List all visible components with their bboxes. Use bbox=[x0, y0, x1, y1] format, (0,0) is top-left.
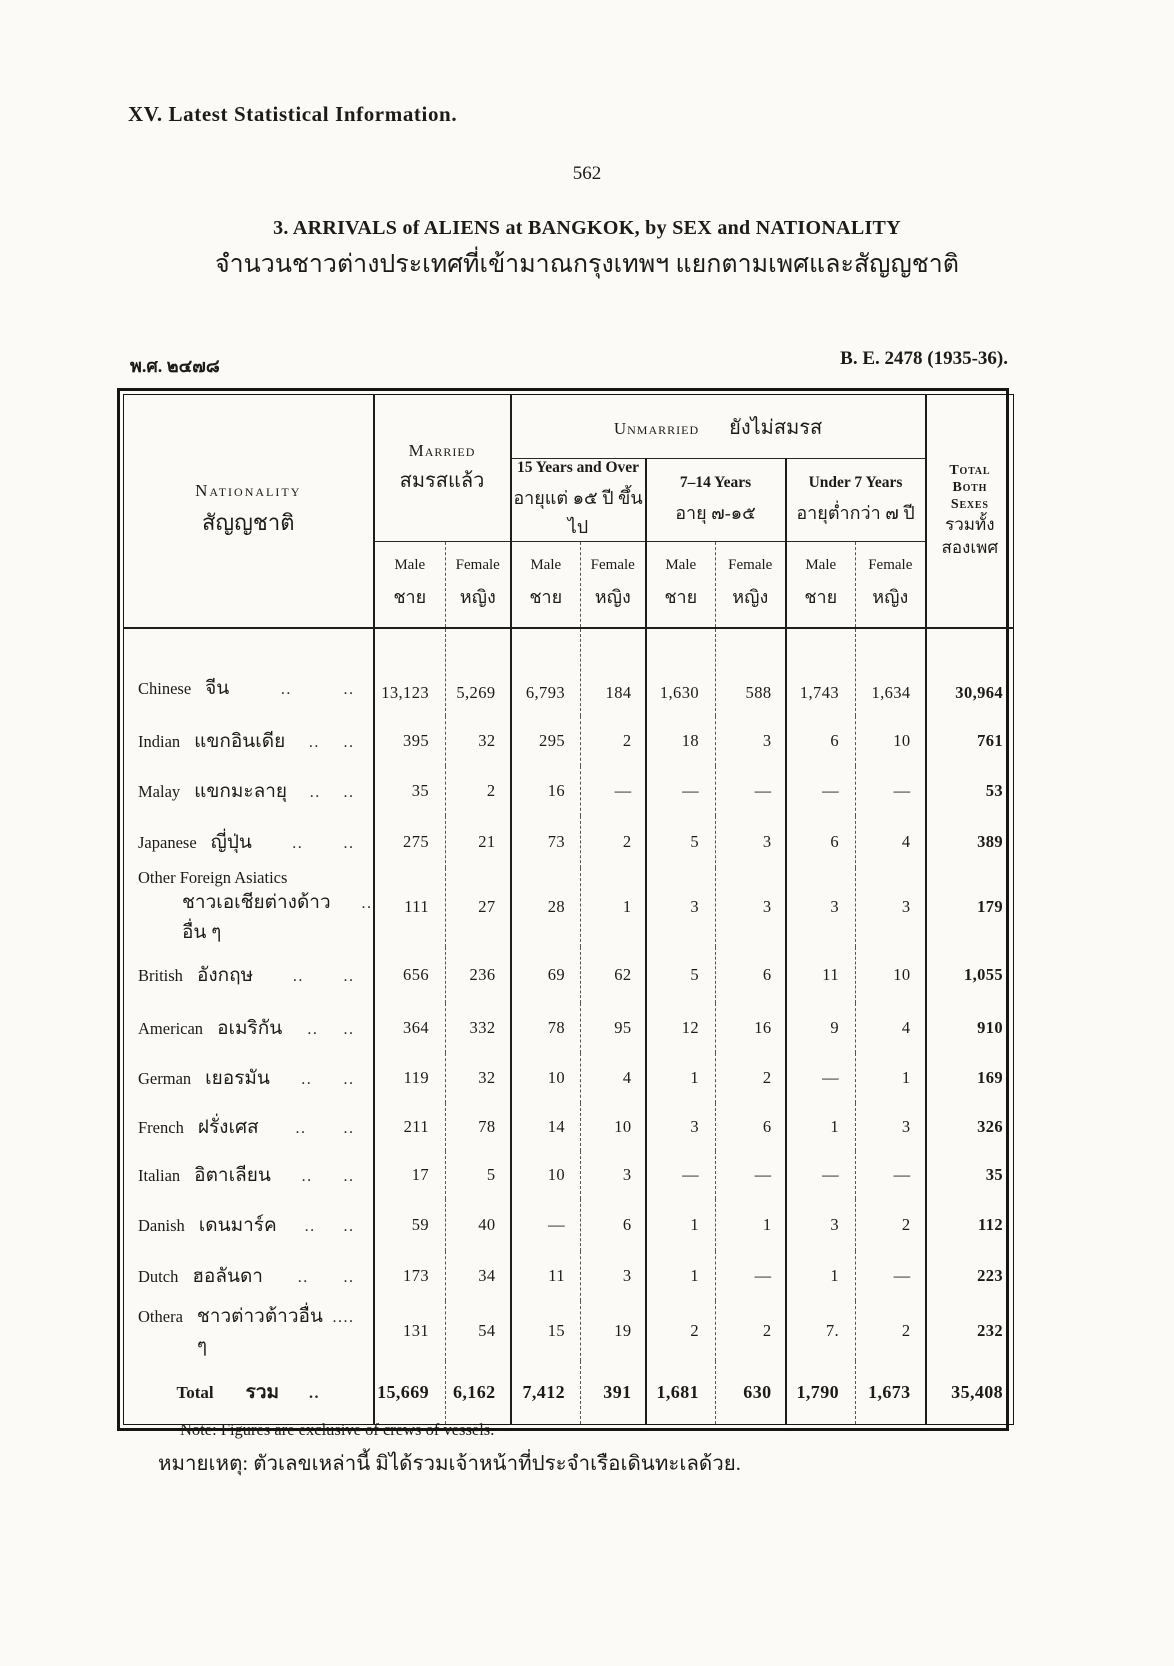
header-male-under7: Male ชาย bbox=[786, 542, 856, 628]
header-married-th: สมรสแล้ว bbox=[399, 469, 485, 492]
value-cell: 10 bbox=[856, 947, 926, 1003]
value-cell: 21 bbox=[446, 816, 511, 868]
total-value-cell: 630 bbox=[716, 1361, 786, 1425]
value-cell: 119 bbox=[374, 1053, 446, 1103]
row-total-cell: 35 bbox=[985, 1164, 1004, 1184]
header-unmarried-en: Unmarried bbox=[613, 418, 700, 438]
value-cell: 28 bbox=[511, 868, 581, 947]
row-total-cell: 112 bbox=[978, 1214, 1004, 1234]
note-english: Note: Figures are exclusive of crews of vessels. bbox=[180, 1420, 495, 1439]
nationality-cell: Othera ชาวต่าวต้าวอื่น ๆ .. .. bbox=[124, 1301, 374, 1361]
table-row bbox=[124, 1151, 1014, 1199]
value-cell: 395 bbox=[374, 716, 446, 766]
nationality-cell: Chinese จีน .. .. bbox=[124, 628, 374, 716]
value-cell: 17 bbox=[374, 1151, 446, 1199]
value-cell: 62 bbox=[581, 947, 646, 1003]
row-total-cell: 389 bbox=[977, 831, 1004, 851]
value-cell: 3 bbox=[716, 716, 786, 766]
header-female-under7: Female หญิง bbox=[856, 542, 926, 628]
nationality-cell: German เยอรมัน .. .. bbox=[124, 1053, 374, 1103]
value-cell: — bbox=[716, 1151, 786, 1199]
header-group1-th: อายุแต่ ๑๕ ปี ขึ้นไป bbox=[513, 488, 643, 537]
grand-total-cell: 35,408 bbox=[951, 1381, 1004, 1402]
header-group2-en: 7–14 Years bbox=[679, 473, 752, 491]
nationality-cell: Italian อิตาเลียน .. .. bbox=[124, 1151, 374, 1199]
value-cell: 1 bbox=[786, 1103, 856, 1151]
value-cell: — bbox=[856, 1251, 926, 1301]
value-cell: 5 bbox=[446, 1151, 511, 1199]
value-cell: 4 bbox=[581, 1053, 646, 1103]
value-cell: 6,793 bbox=[511, 628, 581, 716]
total-label-th: รวม bbox=[245, 1382, 280, 1404]
total-value-cell: 15,669 bbox=[374, 1361, 446, 1425]
value-cell: 19 bbox=[581, 1301, 646, 1361]
header-unmarried-th: ยังไม่สมรส bbox=[729, 416, 823, 439]
value-cell: 1 bbox=[646, 1199, 716, 1251]
header-nationality bbox=[124, 395, 374, 628]
value-cell: 15 bbox=[511, 1301, 581, 1361]
total-label-cell bbox=[124, 1361, 374, 1425]
value-cell: 2 bbox=[856, 1301, 926, 1361]
value-cell: 78 bbox=[446, 1103, 511, 1151]
value-cell: 9 bbox=[786, 1003, 856, 1053]
value-cell: 10 bbox=[511, 1053, 581, 1103]
value-cell: — bbox=[786, 1053, 856, 1103]
value-cell: 3 bbox=[646, 1103, 716, 1151]
table-row bbox=[124, 868, 1014, 947]
total-value-cell: 1,681 bbox=[646, 1361, 716, 1425]
total-label-en: Total bbox=[176, 1383, 214, 1403]
header-group1-en: 15 Years and Over bbox=[516, 459, 640, 476]
total-value-cell: 391 bbox=[581, 1361, 646, 1425]
value-cell: 6 bbox=[716, 1103, 786, 1151]
value-cell: 54 bbox=[446, 1301, 511, 1361]
section-header: XV. Latest Statistical Information. bbox=[128, 102, 458, 126]
value-cell: 32 bbox=[446, 1053, 511, 1103]
value-cell: 2 bbox=[581, 716, 646, 766]
value-cell: 11 bbox=[786, 947, 856, 1003]
header-female-7-14: Female หญิง bbox=[716, 542, 786, 628]
table-row bbox=[124, 1199, 1014, 1251]
table-footer bbox=[124, 1361, 1014, 1425]
value-cell: 3 bbox=[581, 1251, 646, 1301]
value-cell: 111 bbox=[374, 868, 446, 947]
nationality-cell: American อเมริกัน .. .. bbox=[124, 1003, 374, 1053]
table-row bbox=[124, 766, 1014, 816]
nationality-cell: French ฝรั่งเศส .. .. bbox=[124, 1103, 374, 1151]
value-cell: 184 bbox=[581, 628, 646, 716]
header-total-both-sexes bbox=[926, 395, 1014, 628]
value-cell: 275 bbox=[374, 816, 446, 868]
value-cell: 5 bbox=[646, 816, 716, 868]
value-cell: 3 bbox=[856, 1103, 926, 1151]
table-row bbox=[124, 716, 1014, 766]
table-row bbox=[124, 1003, 1014, 1053]
value-cell: 173 bbox=[374, 1251, 446, 1301]
header-group-15-and-over bbox=[511, 459, 646, 542]
table-row bbox=[124, 1103, 1014, 1151]
arrivals-table bbox=[123, 394, 1014, 1425]
header-total-line3: Sexes bbox=[950, 497, 989, 513]
row-total-cell: 169 bbox=[977, 1067, 1004, 1087]
buddhist-year-thai: พ.ศ. ๒๔๗๘ bbox=[130, 356, 220, 376]
nationality-cell: Danish เดนมาร์ค .. .. bbox=[124, 1199, 374, 1251]
header-group2-th: อายุ ๗-๑๕ bbox=[675, 502, 756, 523]
value-cell: 6 bbox=[581, 1199, 646, 1251]
value-cell: 73 bbox=[511, 816, 581, 868]
row-total-cell: 910 bbox=[977, 1017, 1004, 1037]
table-row bbox=[124, 1301, 1014, 1361]
value-cell: 10 bbox=[856, 716, 926, 766]
value-cell: 3 bbox=[786, 1199, 856, 1251]
value-cell: 3 bbox=[716, 868, 786, 947]
value-cell: — bbox=[716, 766, 786, 816]
leader-dots: .. bbox=[309, 1385, 321, 1403]
value-cell: 332 bbox=[446, 1003, 511, 1053]
row-total-cell: 30,964 bbox=[955, 682, 1004, 702]
value-cell: 2 bbox=[856, 1199, 926, 1251]
header-total-line1: Total bbox=[949, 463, 991, 479]
value-cell: 2 bbox=[581, 816, 646, 868]
header-nationality-en: Nationality bbox=[195, 481, 302, 501]
nationality-cell: Other Foreign Asiatics ชาวเอเชียต่างด้าวอื่น ๆ .. bbox=[124, 868, 374, 947]
value-cell: 1 bbox=[716, 1199, 786, 1251]
value-cell: 6 bbox=[716, 947, 786, 1003]
value-cell: 2 bbox=[646, 1301, 716, 1361]
value-cell: 7. bbox=[786, 1301, 856, 1361]
row-total-cell: 53 bbox=[985, 780, 1004, 800]
total-value-cell: 6,162 bbox=[446, 1361, 511, 1425]
value-cell: 16 bbox=[511, 766, 581, 816]
nationality-cell: Japanese ญี่ปุ่น .. .. bbox=[124, 816, 374, 868]
value-cell: 588 bbox=[716, 628, 786, 716]
value-cell: 78 bbox=[511, 1003, 581, 1053]
table-body bbox=[124, 628, 1014, 1361]
header-total-line2: Both bbox=[952, 480, 988, 496]
value-cell: 1,634 bbox=[856, 628, 926, 716]
value-cell: 1 bbox=[786, 1251, 856, 1301]
value-cell: 95 bbox=[581, 1003, 646, 1053]
value-cell: — bbox=[646, 766, 716, 816]
header-total-line4: รวมทั้ง bbox=[945, 515, 995, 535]
value-cell: 18 bbox=[646, 716, 716, 766]
header-female-married: Female หญิง bbox=[446, 542, 511, 628]
header-group-7-14 bbox=[646, 459, 786, 542]
value-cell: 5,269 bbox=[446, 628, 511, 716]
table-row bbox=[124, 628, 1014, 716]
buddhist-year-english: B. E. 2478 (1935-36). bbox=[840, 348, 1008, 369]
value-cell: 69 bbox=[511, 947, 581, 1003]
value-cell: 1,630 bbox=[646, 628, 716, 716]
header-male-7-14: Male ชาย bbox=[646, 542, 716, 628]
header-group3-th: อายุต่ำกว่า ๗ ปี bbox=[796, 502, 915, 523]
value-cell: 656 bbox=[374, 947, 446, 1003]
arrivals-table-frame bbox=[117, 388, 1009, 1431]
value-cell: 5 bbox=[646, 947, 716, 1003]
value-cell: 3 bbox=[786, 868, 856, 947]
table-row bbox=[124, 947, 1014, 1003]
header-nationality-th: สัญญชาติ bbox=[202, 510, 295, 536]
value-cell: — bbox=[646, 1151, 716, 1199]
header-male-15over: Male ชาย bbox=[511, 542, 581, 628]
nationality-cell: Malay แขกมะลายุ .. .. bbox=[124, 766, 374, 816]
value-cell: 3 bbox=[646, 868, 716, 947]
value-cell: — bbox=[786, 766, 856, 816]
value-cell: 35 bbox=[374, 766, 446, 816]
nationality-cell: British อังกฤษ .. .. bbox=[124, 947, 374, 1003]
header-group-under-7 bbox=[786, 459, 926, 542]
table-title-thai: จำนวนชาวต่างประเทศที่เข้ามาณกรุงเทพฯ แยกตามเพศและสัญญชาติ bbox=[215, 251, 959, 278]
value-cell: — bbox=[856, 1151, 926, 1199]
value-cell: 6 bbox=[786, 816, 856, 868]
value-cell: 236 bbox=[446, 947, 511, 1003]
nationality-cell: Indian แขกอินเดีย .. .. bbox=[124, 716, 374, 766]
row-total-cell: 326 bbox=[977, 1116, 1004, 1136]
row-total-cell: 223 bbox=[977, 1265, 1004, 1285]
value-cell: 3 bbox=[856, 868, 926, 947]
value-cell: 2 bbox=[716, 1301, 786, 1361]
header-male-married: Male ชาย bbox=[374, 542, 446, 628]
value-cell: 131 bbox=[374, 1301, 446, 1361]
value-cell: 14 bbox=[511, 1103, 581, 1151]
value-cell: 211 bbox=[374, 1103, 446, 1151]
value-cell: 40 bbox=[446, 1199, 511, 1251]
table-title-english: 3. ARRIVALS of ALIENS at BANGKOK, by SEX and NATIONALITY bbox=[273, 217, 901, 239]
nationality-cell: Dutch ฮอลันดา .. .. bbox=[124, 1251, 374, 1301]
header-group3-en: Under 7 Years bbox=[808, 473, 903, 491]
table-row bbox=[124, 1251, 1014, 1301]
value-cell: — bbox=[511, 1199, 581, 1251]
value-cell: 10 bbox=[581, 1103, 646, 1151]
table-header bbox=[124, 395, 1014, 628]
value-cell: 32 bbox=[446, 716, 511, 766]
value-cell: — bbox=[856, 766, 926, 816]
value-cell: 1 bbox=[581, 868, 646, 947]
value-cell: 4 bbox=[856, 816, 926, 868]
value-cell: 34 bbox=[446, 1251, 511, 1301]
value-cell: 4 bbox=[856, 1003, 926, 1053]
note-thai: หมายเหตุ: ตัวเลขเหล่านี้ มิได้รวมเจ้าหน้าที่ประจำเรือเดินทะเลด้วย. bbox=[158, 1453, 741, 1475]
row-total-cell: 1,055 bbox=[963, 964, 1004, 984]
value-cell: 364 bbox=[374, 1003, 446, 1053]
header-total-line5: สองเพศ bbox=[941, 538, 999, 558]
value-cell: 6 bbox=[786, 716, 856, 766]
value-cell: 295 bbox=[511, 716, 581, 766]
value-cell: 16 bbox=[716, 1003, 786, 1053]
value-cell: 10 bbox=[511, 1151, 581, 1199]
total-value-cell: 7,412 bbox=[511, 1361, 581, 1425]
value-cell: — bbox=[786, 1151, 856, 1199]
header-married bbox=[374, 395, 511, 542]
value-cell: 3 bbox=[716, 816, 786, 868]
value-cell: 2 bbox=[716, 1053, 786, 1103]
value-cell: 13,123 bbox=[374, 628, 446, 716]
value-cell: 1 bbox=[646, 1251, 716, 1301]
header-unmarried bbox=[511, 395, 926, 459]
value-cell: — bbox=[716, 1251, 786, 1301]
row-total-cell: 179 bbox=[977, 897, 1004, 916]
value-cell: — bbox=[581, 766, 646, 816]
value-cell: 2 bbox=[446, 766, 511, 816]
value-cell: 3 bbox=[581, 1151, 646, 1199]
total-value-cell: 1,673 bbox=[856, 1361, 926, 1425]
value-cell: 1,743 bbox=[786, 628, 856, 716]
header-female-15over: Female หญิง bbox=[581, 542, 646, 628]
value-cell: 12 bbox=[646, 1003, 716, 1053]
value-cell: 59 bbox=[374, 1199, 446, 1251]
value-cell: 11 bbox=[511, 1251, 581, 1301]
value-cell: 1 bbox=[646, 1053, 716, 1103]
total-row bbox=[124, 1361, 1014, 1425]
header-married-en: Married bbox=[408, 440, 476, 460]
value-cell: 1 bbox=[856, 1053, 926, 1103]
row-total-cell: 232 bbox=[977, 1320, 1004, 1340]
row-total-cell: 761 bbox=[977, 730, 1004, 750]
table-row bbox=[124, 816, 1014, 868]
value-cell: 27 bbox=[446, 868, 511, 947]
total-value-cell: 1,790 bbox=[786, 1361, 856, 1425]
page-number: 562 bbox=[572, 163, 602, 184]
table-row bbox=[124, 1053, 1014, 1103]
